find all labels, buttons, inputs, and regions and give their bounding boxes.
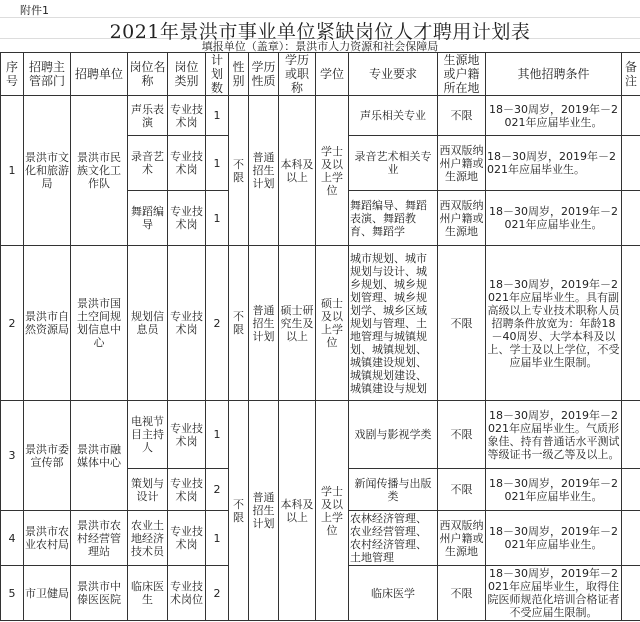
cell-origin: 不限 bbox=[438, 96, 486, 136]
table-row bbox=[1, 246, 640, 401]
cell-dept: 景洪市委宣传部 bbox=[24, 401, 71, 511]
header-row bbox=[1, 53, 640, 96]
col-header: 其他招聘条件 bbox=[486, 53, 622, 96]
cell-type: 专业技术岗 bbox=[168, 191, 206, 246]
cell-unit: 景洪市国土空间规划信息中心 bbox=[71, 246, 128, 401]
cell-count: 1 bbox=[206, 511, 229, 566]
cell-no: 3 bbox=[1, 401, 24, 511]
cell-unit: 景洪市民族文化工作队 bbox=[71, 96, 128, 246]
cell-gender: 不限 bbox=[229, 401, 249, 621]
filler-unit: 填报单位（盖章）：景洪市人力资源和社会保障局 bbox=[201, 40, 439, 53]
cell-remark bbox=[622, 246, 640, 401]
cell-dept: 景洪市农业农村局 bbox=[24, 511, 71, 566]
cell-remark bbox=[622, 511, 640, 566]
cell-edu: 本科及以上 bbox=[279, 401, 316, 621]
cell-remark bbox=[622, 401, 640, 469]
cell-no: 2 bbox=[1, 246, 24, 401]
cell-conditions: 18－30周岁，2019年－2021年应届毕业生。 bbox=[486, 469, 622, 511]
cell-count: 1 bbox=[206, 96, 229, 136]
cell-post: 临床医生 bbox=[128, 566, 168, 621]
cell-remark bbox=[622, 566, 640, 621]
cell-count: 1 bbox=[206, 401, 229, 469]
cell-no: 4 bbox=[1, 511, 24, 566]
cell-no: 5 bbox=[1, 566, 24, 621]
recruitment-table bbox=[0, 52, 640, 621]
col-header: 生源地或户籍所在地 bbox=[438, 53, 486, 96]
cell-conditions: 18－30周岁，2019年－2021年应届毕业生。 bbox=[486, 136, 622, 191]
cell-edu: 硕士研究生及以上 bbox=[279, 246, 316, 401]
col-header: 招聘主管部门 bbox=[24, 53, 71, 96]
cell-degree: 硕士及以上学位 bbox=[316, 246, 349, 401]
cell-no: 1 bbox=[1, 96, 24, 246]
cell-conditions: 18－30周岁，2019年－2021年应届毕业生。 bbox=[486, 511, 622, 566]
cell-nature: 普通招生计划 bbox=[249, 401, 279, 621]
cell-conditions: 18－30周岁，2019年－2021年应届毕业生。气质形象佳、持有普通话水平测试等级证书一级乙等及以上。 bbox=[486, 401, 622, 469]
cell-nature: 普通招生计划 bbox=[249, 96, 279, 246]
col-header: 性别 bbox=[229, 53, 249, 96]
cell-post: 规划信息员 bbox=[128, 246, 168, 401]
cell-gender: 不限 bbox=[229, 246, 249, 401]
cell-unit: 景洪市中傣医医院 bbox=[71, 566, 128, 621]
cell-major: 城市规划、城市规划与设计、城乡规划、城乡规划管理、城乡规划学、城乡区域规划与管理、土地管理与城镇规划、城镇规划、城镇建设规划、城镇规划建设、城镇建设与规划 bbox=[349, 246, 438, 401]
cell-post: 录音艺术 bbox=[128, 136, 168, 191]
cell-post: 声乐表演 bbox=[128, 96, 168, 136]
cell-major: 戏剧与影视学类 bbox=[349, 401, 438, 469]
cell-origin: 西双版纳州户籍或生源地 bbox=[438, 191, 486, 246]
cell-count: 1 bbox=[206, 136, 229, 191]
cell-dept: 景洪市自然资源局 bbox=[24, 246, 71, 401]
cell-origin: 不限 bbox=[438, 401, 486, 469]
cell-conditions: 18－30周岁，2019年－2021年应届毕业生，取得住院医师规范化培训合格证者不受应届生限制。 bbox=[487, 567, 620, 619]
cell-major: 新闻传播与出版类 bbox=[349, 469, 438, 511]
cell-degree: 学士及以上学位 bbox=[316, 401, 349, 621]
cell-count: 2 bbox=[206, 246, 229, 401]
cell-type: 专业技术岗 bbox=[168, 96, 206, 136]
cell-origin: 不限 bbox=[438, 469, 486, 511]
cell-post: 电视节目主持人 bbox=[128, 401, 168, 469]
cell-remark bbox=[622, 96, 640, 136]
col-header: 备注 bbox=[622, 53, 640, 96]
cell-nature: 普通招生计划 bbox=[249, 246, 279, 401]
cell-type: 专业技术岗 bbox=[168, 136, 206, 191]
cell-type: 专业技术岗 bbox=[168, 401, 206, 469]
cell-type: 专业技术岗 bbox=[168, 246, 206, 401]
cell-conditions: 18－30周岁，2019年－2021年应届毕业生。 bbox=[486, 191, 622, 246]
cell-origin: 不限 bbox=[438, 566, 486, 621]
cell-major: 农林经济管理、农业经营管理、农村经济管理、土地管理 bbox=[349, 511, 438, 566]
col-header: 岗位名称 bbox=[128, 53, 168, 96]
cell-major: 声乐相关专业 bbox=[349, 96, 438, 136]
cell-unit: 景洪市融媒体中心 bbox=[71, 401, 128, 511]
cell-count: 2 bbox=[206, 566, 229, 621]
col-header: 招聘单位 bbox=[71, 53, 128, 96]
cell-gender: 不限 bbox=[229, 96, 249, 246]
cell-major: 舞蹈编导、舞蹈表演、舞蹈教育、舞蹈学 bbox=[349, 191, 438, 246]
cell-degree: 学士及以上学位 bbox=[316, 96, 349, 246]
cell-edu: 本科及以上 bbox=[279, 96, 316, 246]
col-header: 学位 bbox=[316, 53, 349, 96]
cell-count: 1 bbox=[206, 191, 229, 246]
cell-origin: 西双版纳州户籍或生源地 bbox=[438, 511, 486, 566]
cell-remark bbox=[622, 191, 640, 246]
sheet-top bbox=[0, 0, 640, 52]
attachment-label: 附件1 bbox=[20, 4, 49, 17]
cell-remark bbox=[622, 136, 640, 191]
cell-post: 舞蹈编导 bbox=[128, 191, 168, 246]
cell-unit: 景洪市农村经营管理站 bbox=[71, 511, 128, 566]
cell-origin: 不限 bbox=[438, 246, 486, 401]
cell-major: 临床医学 bbox=[349, 566, 438, 621]
cell-remark bbox=[622, 469, 640, 511]
cell-post: 策划与设计 bbox=[128, 469, 168, 511]
col-header: 学历或职称 bbox=[279, 53, 316, 96]
cell-type: 专业技术岗位 bbox=[168, 566, 206, 621]
table-row bbox=[1, 401, 640, 469]
cell-origin: 西双版纳州户籍或生源地 bbox=[438, 136, 486, 191]
cell-dept: 市卫健局 bbox=[24, 566, 71, 621]
col-header: 计划数 bbox=[206, 53, 229, 96]
cell-count: 2 bbox=[206, 469, 229, 511]
col-header: 学历性质 bbox=[249, 53, 279, 96]
table-row bbox=[1, 96, 640, 136]
cell-post: 农业土地经济技术员 bbox=[128, 511, 168, 566]
col-header: 专业要求 bbox=[349, 53, 438, 96]
cell-major: 录音艺术相关专业 bbox=[349, 136, 438, 191]
cell-conditions: 18－30周岁，2019年－2021年应届毕业生。 bbox=[486, 96, 622, 136]
col-header: 岗位类别 bbox=[168, 53, 206, 96]
cell-dept: 景洪市文化和旅游局 bbox=[24, 96, 71, 246]
page-title: 2021年景洪市事业单位紧缺岗位人才聘用计划表 bbox=[109, 21, 531, 43]
cell-type: 专业技术岗 bbox=[168, 469, 206, 511]
cell-conditions: 18－30周岁，2019年－2021年应届毕业生。具有副高级以上专业技术职称人员招聘条件放宽为：年龄18－40周岁、大学本科及以上、学士及以上学位，不受应届毕业生限制。 bbox=[486, 246, 622, 401]
cell-type: 专业技术岗 bbox=[168, 511, 206, 566]
col-header: 序号 bbox=[1, 53, 24, 96]
